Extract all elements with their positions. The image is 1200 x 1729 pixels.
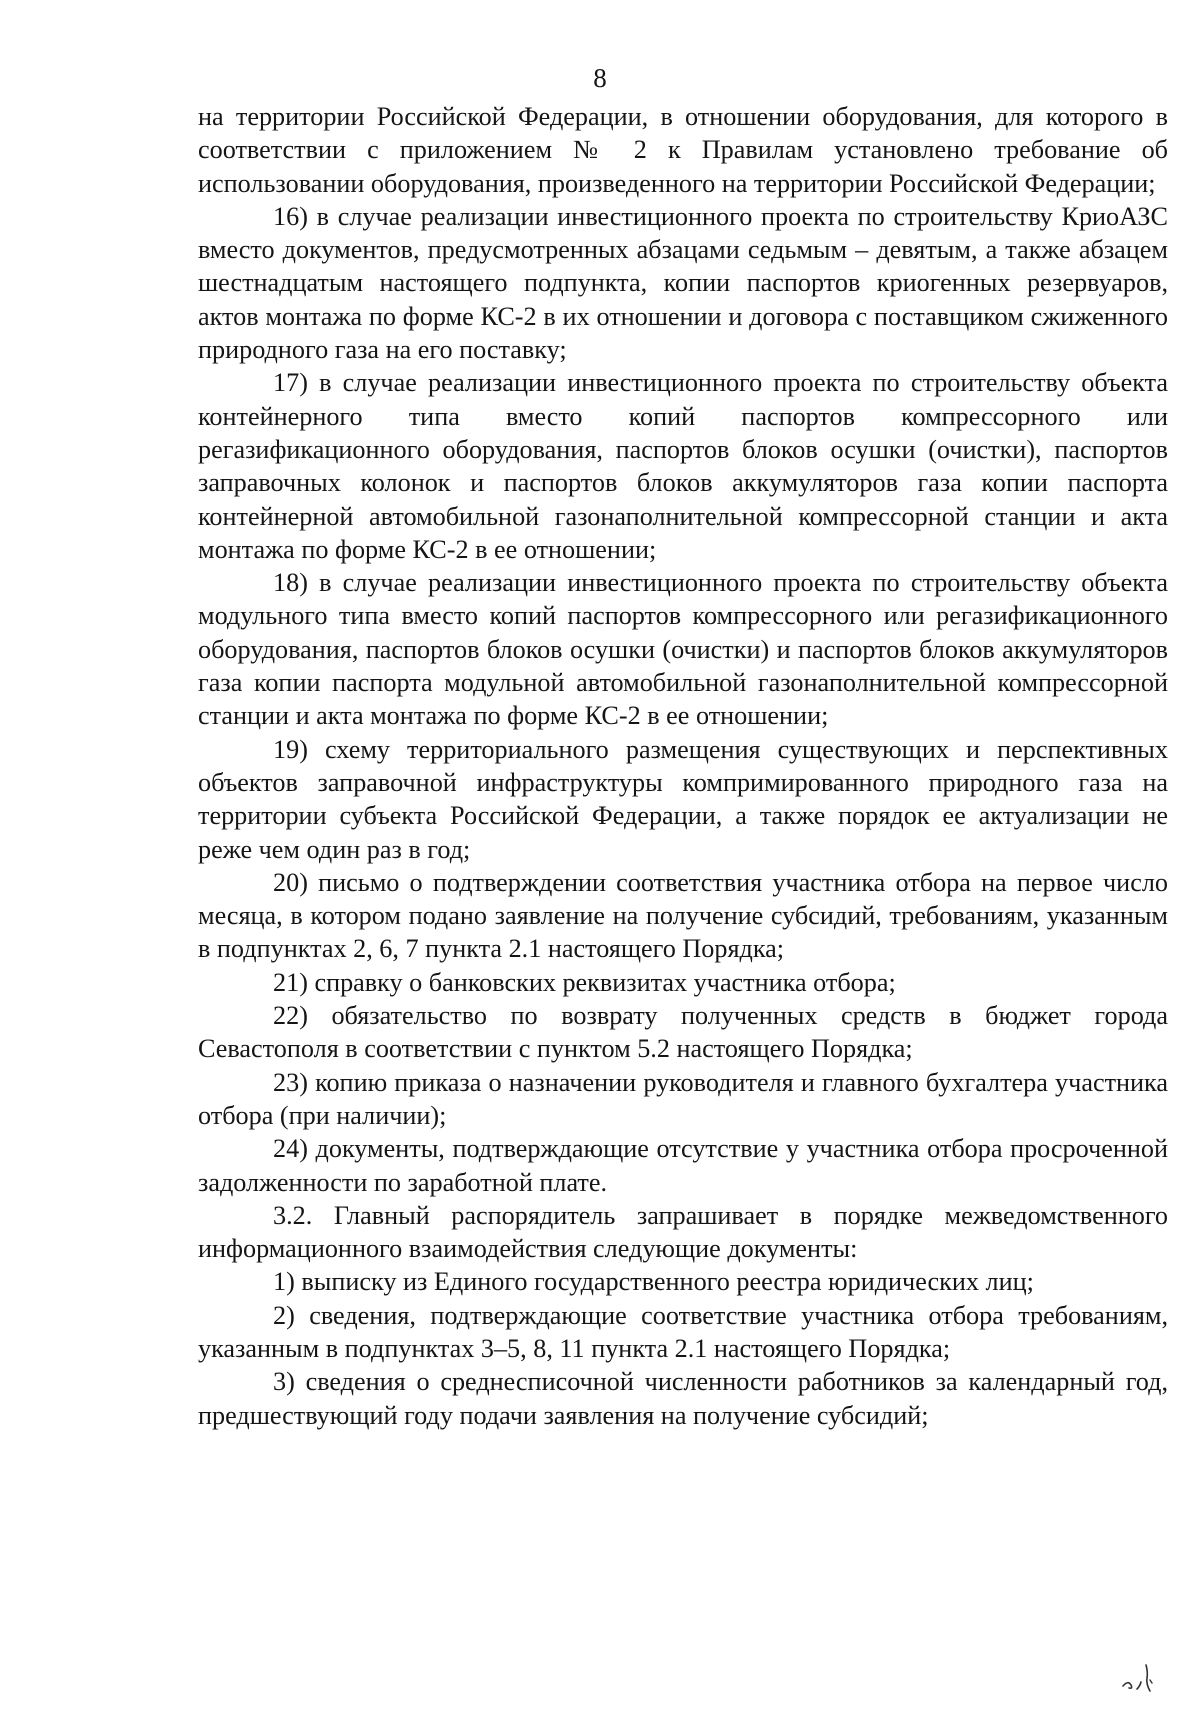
list-item-22: 22) обязательство по возврату полученных средств в бюджет города Севастополя в соответствии с пунктом 5.2 настоящего Порядка; xyxy=(198,1001,1168,1064)
list-item-19: 19) схему территориального размещения существующих и перспективных объектов заправочной инфраструктуры компримированного природного газа на территории субъекта Российской Федерации, а также порядок ее актуализации не реже чем один раз в год; xyxy=(198,734,1168,864)
list-item-18: 18) в случае реализации инвестиционного проекта по строительству объекта модульного типа вместо копий паспортов компрессорного или регазификационного оборудования, паспортов блоков осушки (очистки) и паспортов блоков аккумуляторов газа копии паспорта модульной автомобильной газонаполнительной компрессорной станции и акта монтажа по форме КС-2 в ее отношении; xyxy=(198,568,1168,731)
paragraph-continuation: на территории Российской Федерации, в отношении оборудования, для которого в соответствии с приложением № 2 к Правилам установлено требование об использовании оборудования, произведенного на территории Российской Федерации; xyxy=(198,102,1168,198)
sub-item-2: 2) сведения, подтверждающие соответствие участника отбора требованиям, указанным в подпунктах 3–5, 8, 11 пункта 2.1 настоящего Порядка; xyxy=(198,1300,1168,1363)
list-item-20: 20) письмо о подтверждении соответствия участника отбора на первое число месяца, в котором подано заявление на получение субсидий, требованиям, указанным в подпунктах 2, 6, 7 пункта 2.1 настоящего Порядка; xyxy=(198,867,1168,964)
sub-item-3: 3) сведения о среднесписочной численности работников за календарный год, предшествующий году подачи заявления на получение субсидий; xyxy=(198,1367,1168,1430)
sub-item-1: 1) выписку из Единого государственного реестра юридических лиц; xyxy=(273,1267,1034,1297)
list-item-16: 16) в случае реализации инвестиционного проекта по строительству КриоАЗС вместо документов, предусмотренных абзацами седьмым – девятым, а также абзацем шестнадцатым настоящего подпункта, копии паспортов криогенных резервуаров, актов монтажа по форме КС-2 в их отношении и договора с поставщиком сжиженного природного газа на его поставку; xyxy=(198,201,1168,365)
list-item-24: 24) документы, подтверждающие отсутствие у участника отбора просроченной задолженности по заработной плате. xyxy=(198,1134,1168,1197)
list-item-21: 21) справку о банковских реквизитах участника отбора; xyxy=(273,967,896,997)
initials-mark xyxy=(1120,1662,1156,1694)
document-body xyxy=(198,100,1168,1432)
list-item-23: 23) копию приказа о назначении руководителя и главного бухгалтера участника отбора (при наличии); xyxy=(198,1067,1168,1130)
section-3-2: 3.2. Главный распорядитель запрашивает в порядке межведомственного информационного взаимодействия следующие документы: xyxy=(198,1200,1168,1264)
page-number: 8 xyxy=(593,63,607,93)
list-item-17: 17) в случае реализации инвестиционного проекта по строительству объекта контейнерного типа вместо копий паспортов компрессорного или регазификационного оборудования, паспортов блоков осушки (очистки), паспортов заправочных колонок и паспортов блоков аккумуляторов газа копии паспорта контейнерной автомобильной газонаполнительной компрессорной станции и акта монтажа по форме КС-2 в ее отношении; xyxy=(198,368,1168,564)
